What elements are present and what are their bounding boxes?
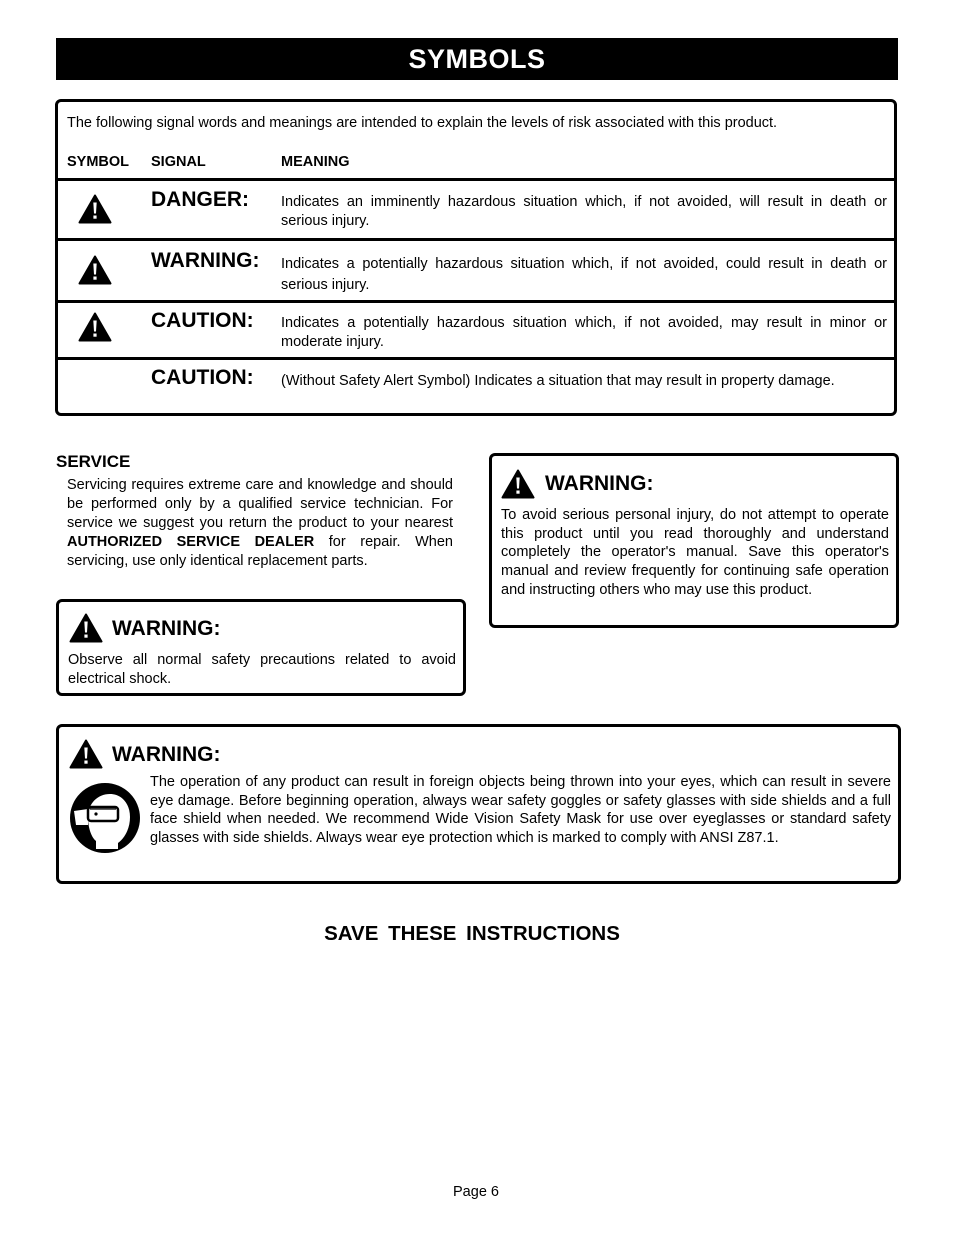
service-heading: SERVICE — [56, 452, 131, 471]
warning-box-electrical — [56, 599, 466, 696]
safety-alert-icon — [78, 194, 112, 224]
signal-meaning: Indicates a potentially hazardous situation which, if not avoided, may result in minor or moderate injury. — [281, 315, 887, 350]
table-row-caution — [58, 300, 894, 357]
safety-alert-icon — [69, 739, 103, 769]
signal-word: CAUTION: — [151, 366, 254, 389]
safety-alert-icon — [69, 613, 103, 643]
warning-box-eye-protection — [56, 724, 901, 884]
warning-box-manual — [489, 453, 899, 628]
service-text-part: for repair. When servicing, use only identical replacement parts. — [67, 534, 454, 569]
warning-heading: WARNING: — [545, 472, 654, 495]
service-text-part: Servicing requires extreme care and knowledge and should be performed only by a qualified service technician. For service we suggest you return the product to your nearest — [67, 477, 453, 531]
authorized-dealer-text: AUTHORIZED SERVICE DEALER — [67, 534, 315, 550]
safety-alert-icon — [501, 469, 535, 499]
signal-word: CAUTION: — [151, 309, 254, 332]
page-title: SYMBOLS — [56, 38, 898, 80]
service-text — [67, 476, 453, 571]
warning-text: Observe all normal safety precautions related to avoid electrical shock. — [68, 652, 456, 687]
table-row-caution-property — [58, 357, 894, 413]
signal-meaning: Indicates an imminently hazardous situation which, if not avoided, will result in death or serious injury. — [281, 194, 887, 229]
header-symbol: SYMBOL — [67, 154, 130, 170]
signal-meaning: Indicates a potentially hazardous situation which, if not avoided, could result in death or serious injury. — [281, 256, 887, 293]
header-meaning: MEANING — [281, 154, 350, 170]
save-instructions-heading: SAVE THESE INSTRUCTIONS — [324, 922, 620, 945]
signal-words-table — [55, 99, 897, 416]
page-number: Page 6 — [453, 1184, 499, 1200]
safety-alert-icon — [78, 312, 112, 342]
warning-heading: WARNING: — [112, 617, 221, 640]
warning-heading: WARNING: — [112, 743, 221, 766]
warning-text: To avoid serious personal injury, do not attempt to operate this product until you read thoroughly and understand completely the operator's manual. Save this operator's manual and review frequently for continuing safe operation and instructing others who may use this product. — [501, 507, 889, 598]
table-intro: The following signal words and meanings are intended to explain the levels of risk associated with this product. — [67, 115, 778, 131]
signal-meaning: (Without Safety Alert Symbol) Indicates a situation that may result in property damage. — [281, 373, 835, 389]
table-row-warning — [58, 238, 894, 300]
table-row-danger — [58, 178, 894, 238]
safety-alert-icon — [78, 255, 112, 285]
signal-word: DANGER: — [151, 188, 249, 211]
warning-text: The operation of any product can result in foreign objects being thrown into your eyes, which can result in severe eye damage. Before beginning operation, always wear safety goggles or safety glasses with side shields and a full face shield when needed. We recommend Wide Vision Safety Mask for use over eyeglasses or standard safety glasses with side shields. Always wear eye protection which is marked to comply with ANSI Z87.1. — [150, 774, 891, 847]
eye-protection-icon — [68, 781, 142, 855]
signal-word: WARNING: — [151, 249, 260, 272]
header-signal: SIGNAL — [151, 154, 206, 170]
